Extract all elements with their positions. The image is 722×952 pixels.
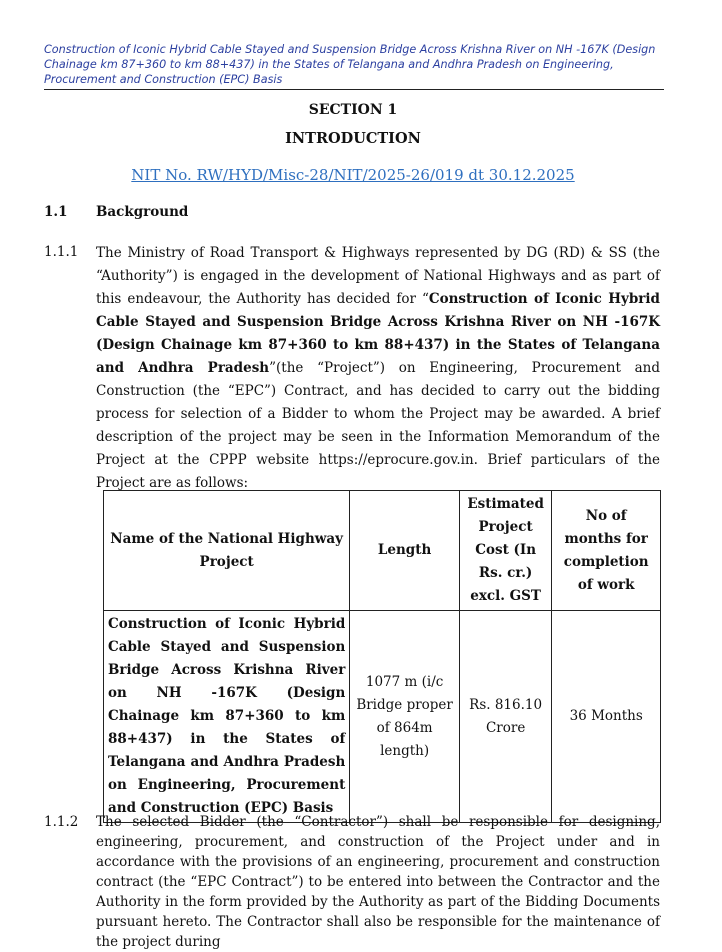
table-row [104, 611, 661, 823]
paragraph-1-1-2: The selected Bidder (the “Contractor”) shall be responsible for designing, engineering, procurement, and construction of the Project under and in accordance with the provisions of an engineering, procurement and construction contract (the “EPC Contract”) to be entered into between the Contractor and the Authority in the form provided by the Authority as part of the Bidding Documents pursuant hereto. The Contractor shall also be responsible for the maintenance of the project during [96, 814, 660, 950]
cell-months: 36 Months [552, 611, 661, 823]
nit-reference: NIT No. RW/HYD/Misc-28/NIT/2025-26/019 dt 30.12.2025 [131, 166, 575, 184]
background-number: 1.1 [44, 204, 68, 220]
running-header: Construction of Iconic Hybrid Cable Stayed and Suspension Bridge Across Krishna River on NH -167K (Design Chainage km 87+360 to km 88+437) in the States of Telangana and Andhra Pradesh on Engineering, Procurement and Construction (EPC) Basis [44, 43, 656, 86]
background-title: Background [96, 204, 189, 220]
header-months: No of months for completion of work [552, 491, 661, 611]
cell-length: 1077 m (i/c Bridge proper of 864m length) [350, 611, 460, 823]
header-project-name: Name of the National Highway Project [104, 491, 350, 611]
paragraph-1-1-1-text-a: The Ministry of Road Transport & Highways represented by DG (RD) & SS (the “Authority”) is engaged in the development of National Highways and as part of this endeavour, the Authority has decided for “ [96, 245, 660, 307]
paragraph-1-1-1 [96, 242, 660, 495]
cell-cost: Rs. 816.10 Crore [459, 611, 551, 823]
project-particulars-table [103, 490, 661, 823]
header-estimated-cost: Estimated Project Cost (In Rs. cr.) excl. GST [459, 491, 551, 611]
paragraph-number-1-1-1: 1.1.1 [44, 244, 79, 260]
paragraph-number-1-1-2: 1.1.2 [44, 814, 79, 830]
section-number: SECTION 1 [308, 102, 398, 118]
table-header-row [104, 491, 661, 611]
header-rule [44, 89, 664, 90]
paragraph-1-1-1-project-name: Construction of Iconic Hybrid Cable Stayed and Suspension Bridge Across Krishna River on NH -167K (Design Chainage km 87+360 to km 88+437) in the States of Telangana and Andhra Pradesh [96, 291, 660, 376]
header-length: Length [350, 491, 460, 611]
paragraph-1-1-1-text-b: ”(the “Project”) on Engineering, Procurement and Construction (the “EPC”) Contract, and has decided to carry out the bidding process for selection of a Bidder to whom the Project may be awarded. A brief description of the project may be seen in the Information Memorandum of the Project at the CPPP website https://eprocure.gov.in. Brief particulars of the Project are as follows: [96, 360, 660, 491]
cell-project-name: Construction of Iconic Hybrid Cable Stayed and Suspension Bridge Across Krishna River on NH -167K (Design Chainage km 87+360 to km 88+437) in the States of Telangana and Andhra Pradesh on Engineering, Procurement and Construction (EPC) Basis [104, 611, 350, 823]
section-title: INTRODUCTION [285, 130, 421, 147]
